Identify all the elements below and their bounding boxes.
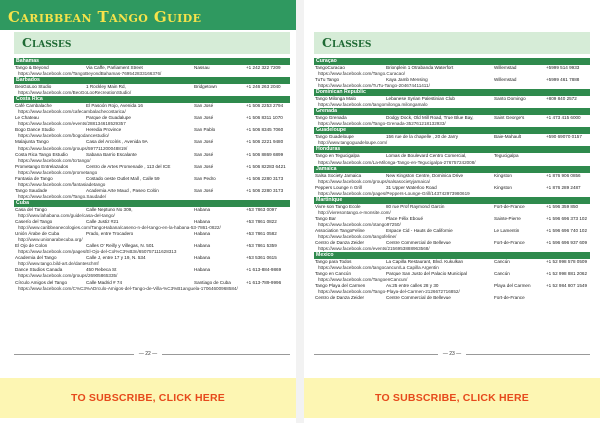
country-header: Honduras <box>314 146 590 153</box>
class-phone: +1 596 696 740 102 <box>546 227 588 233</box>
classes-header <box>14 32 290 54</box>
class-address: 1 Rockley Main Rd, <box>86 84 126 90</box>
page-left <box>0 0 296 423</box>
class-city: Habana <box>194 243 211 249</box>
class-address: Calle J, entre 17 y 19, N. 534 <box>86 255 146 261</box>
classes-header <box>314 32 590 54</box>
footer-rule <box>162 354 290 355</box>
class-name: Tango Guadeloupe <box>315 134 354 140</box>
class-url-link[interactable]: https://www.facebook.com/C%C3%ADrculo-Amigos-del-Tango-de-Villa-%C3%B1anguela-17064600968584/ <box>18 285 238 291</box>
country-header: Mexico <box>314 252 590 259</box>
class-url-link[interactable]: http://www.unionarabecuba.org/ <box>18 237 83 243</box>
class-city: Habana <box>194 219 211 225</box>
class-entry <box>314 259 590 271</box>
class-city: San José <box>194 115 214 121</box>
class-city: Santo Domingo <box>494 96 526 102</box>
class-name: Malajunta Tango <box>15 139 49 145</box>
class-phone: +53 7863 0097 <box>246 206 277 212</box>
class-address: Place Félix Eboué <box>386 215 424 221</box>
class-city: Fort-de-France <box>494 203 525 209</box>
class-city: San José <box>194 187 214 193</box>
class-name: TuTu Tango <box>315 77 340 83</box>
class-city: Sainte-Pierre <box>494 215 521 221</box>
class-entry <box>314 283 590 295</box>
class-entry <box>14 188 290 200</box>
class-name: Costa Rica Tango Estudio <box>15 151 68 157</box>
class-name: Fantasia de Tango <box>15 175 53 181</box>
class-entry <box>314 115 590 127</box>
class-phone: +1 52 998 578 0509 <box>546 259 588 265</box>
class-phone: +1 52 984 807 1549 <box>546 283 588 289</box>
class-city: Nassau <box>194 65 210 70</box>
class-entry <box>314 173 590 185</box>
class-phone: +590 69070 0157 <box>546 134 582 140</box>
class-address: Casa del Arcoíris , Avenida 9A <box>86 139 148 145</box>
class-name: Tango Saudade <box>15 187 48 193</box>
country-header: Dominican Republic <box>314 89 590 96</box>
class-phone: +5999 461 7888 <box>546 77 580 83</box>
class-phone: +1 506 2280 3173 <box>246 187 284 193</box>
class-url-link[interactable]: https://www.facebook.com/Tango.Curacao/ <box>318 71 406 77</box>
class-city: San José <box>194 151 214 157</box>
class-name: BeoGoLoo Studio <box>15 84 52 90</box>
class-phone: +53 7861 5359 <box>246 243 277 249</box>
class-entry <box>314 228 590 240</box>
class-phone: +1 242 322 7209 <box>246 65 281 70</box>
class-city: Kingston <box>494 184 512 190</box>
class-name: Bogo Dance Studio <box>15 127 55 133</box>
class-url-link[interactable]: https://www.facebook.com/Tango-Playa-del-Carmen-2126672716852/ <box>318 289 460 295</box>
country-header: Curaçao <box>314 58 590 65</box>
class-phone: +809 840 2572 <box>546 96 577 102</box>
classes-title: Classes <box>22 35 72 50</box>
class-url-link[interactable]: https://www.facebook.com/events/2156953888963568/ <box>318 246 430 252</box>
class-phone: +1 596 696 937 609 <box>546 240 588 246</box>
subscribe-button[interactable]: TO SUBSCRIBE, CLICK HERE <box>304 378 600 418</box>
class-name: Association TangoFeline <box>315 227 365 233</box>
class-entry <box>14 139 290 151</box>
class-name: Academia del Tango <box>15 255 57 261</box>
class-url-link[interactable]: https://www.facebook.com/pages/Peppers-Lounge-Grill/143742973980619 <box>318 190 470 196</box>
class-entry <box>314 185 590 197</box>
footer-rule <box>14 354 134 355</box>
class-url-link[interactable]: https://www.facebook.com/tangofeline/ <box>318 233 397 239</box>
class-url-link[interactable]: https://www.facebook.com/groups/597711200048819/ <box>18 145 128 151</box>
class-address: Brionplein 1 Otrabanda Waterfort <box>386 65 454 70</box>
guide-title: Caribbean Tango Guide <box>8 8 202 26</box>
class-entry <box>314 295 590 301</box>
class-address: Sabana Barrio Escalante <box>86 151 137 157</box>
class-address: Prado, entre Trocadero <box>86 231 134 237</box>
class-city: Willemstad <box>494 77 517 83</box>
page-right <box>304 0 600 423</box>
class-entry <box>14 152 290 164</box>
country-header: Costa Rica <box>14 96 290 103</box>
class-name: Tango & Beyond <box>15 65 49 70</box>
class-phone: +53 7861 0582 <box>246 231 277 237</box>
class-name: Unión Árabe de Cuba <box>15 231 60 237</box>
class-entry <box>314 216 590 228</box>
class-name: Salsa Society Jamaica <box>315 172 362 178</box>
class-name: TangoCuracao <box>315 65 345 70</box>
class-entry <box>314 65 590 77</box>
subscribe-button[interactable]: TO SUBSCRIBE, CLICK HERE <box>0 378 296 418</box>
class-listing-right <box>314 58 590 301</box>
class-address: Dodgy Dock, Old Mill Road, True Blue Bay, <box>386 115 474 121</box>
class-phone: +1 613-884-9869 <box>246 267 282 273</box>
country-header: Grenada <box>314 108 590 115</box>
class-address: Centre Commercial de Bellevue <box>386 295 451 301</box>
class-entry <box>14 255 290 267</box>
class-entry <box>314 77 590 89</box>
class-city: Playa del Carmen <box>494 283 531 289</box>
class-url-link[interactable]: https://www.facebook.com/tcrtango/ <box>18 157 91 163</box>
class-name: Caserío del Tango <box>15 219 53 225</box>
class-url-link[interactable]: https://www.facebook.com/cafecambalachecostarica/ <box>18 109 126 115</box>
class-address: Calle Neptuno No 309, <box>86 206 133 212</box>
class-url-link[interactable]: https://www.facebook.com/tangocancun/La Capilla Argentin <box>318 265 439 271</box>
class-entry <box>314 240 590 252</box>
class-city: Santiago de Cuba <box>194 279 231 285</box>
class-address: 31 Upper Waterloo Road <box>386 184 437 190</box>
class-entry <box>14 219 290 231</box>
class-url-link[interactable]: https://www.facebook.com/groups/salsasocietyjamaica/ <box>318 178 431 184</box>
class-city: San Pablo <box>194 127 216 133</box>
class-entry <box>14 231 290 243</box>
class-url-link[interactable]: https://www.facebook.com/tangomilonga.milongamalo <box>318 102 428 108</box>
class-phone: +1 876 289 2487 <box>546 184 581 190</box>
country-header: Barbados <box>14 77 290 84</box>
class-city: Cancún <box>494 271 510 277</box>
class-address: Calles O' Reilly y Villegas, N. 501 <box>86 243 154 249</box>
class-listing-left <box>14 58 290 292</box>
class-url-link[interactable]: https://www.facebook.com/bogodancestudio/ <box>18 133 109 139</box>
class-address: Calle Madrid # 74 <box>86 279 123 285</box>
class-entry <box>14 103 290 115</box>
class-address: Calle Justiz #21 <box>86 219 119 225</box>
class-phone: +1 473 415 6000 <box>546 115 581 121</box>
country-header: Martinique <box>314 197 590 204</box>
class-city: San José <box>194 163 214 169</box>
class-city: San José <box>194 139 214 145</box>
class-phone: +1 876 906 0856 <box>546 172 581 178</box>
class-name: Tango Grenada <box>315 115 347 121</box>
class-address: Lomas de Boulevard Centro Comercial, <box>386 153 467 159</box>
class-entry <box>14 84 290 96</box>
class-phone: +1 506 82283 6421 <box>246 163 286 169</box>
class-url-link[interactable]: https://www.facebook.com/events/288134618529357 <box>18 121 126 127</box>
class-entry <box>314 153 590 165</box>
class-address: La Capilla Restaurant, Blvd. Kukulkan <box>386 259 464 265</box>
class-city: Fort-de-France <box>494 295 525 301</box>
class-city: Habana <box>194 206 211 212</box>
class-city: Fort-de-France <box>494 240 525 246</box>
class-address: Espace Cid - Hauts de Californie <box>386 227 453 233</box>
class-address: Parque de Guadalupe <box>86 115 131 121</box>
class-entry <box>14 65 290 77</box>
class-phone: +1 246 263 2040 <box>246 84 281 90</box>
class-entry <box>14 164 290 176</box>
class-address: 450 Rebeca St <box>86 267 117 273</box>
class-phone: +1 506 2280 3173 <box>246 175 284 181</box>
country-header: Bahamas <box>14 58 290 65</box>
class-phone: +1 506 2221 9480 <box>246 139 284 145</box>
class-url-link[interactable]: http://www.caribbeanecologies.com/TangoHabana/caseno-n-del-tango-en-la-habana-53-7861-0822/ <box>18 225 221 231</box>
page-gutter <box>296 0 304 423</box>
class-name: El Ojo de Colon <box>15 243 48 249</box>
class-entry <box>14 267 290 279</box>
class-city: Habana <box>194 267 211 273</box>
class-url-link[interactable]: https://www.facebook.com/TangoenCancun/ <box>318 277 408 283</box>
class-city: San Pedro <box>194 175 216 181</box>
class-phone: +1 506 2253 2794 <box>246 103 284 109</box>
class-name: Tango Playa del Carmen <box>315 283 366 289</box>
class-phone: +53 7861 0822 <box>246 219 277 225</box>
class-entry <box>314 134 590 146</box>
class-url-link[interactable]: http://www.lahabana.com/guide/casa-del-tango/ <box>18 212 115 218</box>
class-name: Dance Studios Canada <box>15 267 63 273</box>
class-address: Kaya Jamb Mensing <box>386 77 428 83</box>
page-number: — 22 — <box>138 351 158 357</box>
class-name: Tango en Tegucigalpa <box>315 153 360 159</box>
class-entry <box>14 127 290 139</box>
class-city: Kingston <box>494 172 512 178</box>
class-phone: +1 52 998 881 2062 <box>546 271 588 277</box>
class-name: Vivre son Tango Ecole <box>315 203 361 209</box>
class-city: Habana <box>194 231 211 237</box>
class-phone: +1 506 8345 7060 <box>246 127 284 133</box>
class-name: Le Chateau <box>15 115 39 121</box>
class-entry <box>14 115 290 127</box>
class-entry <box>14 176 290 188</box>
class-name: Prometango Entrelazados <box>15 163 69 169</box>
class-entry <box>314 204 590 216</box>
class-phone: +1 596 696 373 102 <box>546 215 588 221</box>
class-city: Bridgetown <box>194 84 217 90</box>
class-name: Tango Milonga Malo <box>315 96 357 102</box>
class-address: Centre Commercial de Bellevue <box>386 240 451 246</box>
class-url-link[interactable]: https://www.facebook.com/Tango-Grenada-352761218132933/ <box>318 121 446 127</box>
footer-rule <box>314 354 438 355</box>
class-phone: +1 506 8311 1070 <box>246 115 283 121</box>
class-url-link[interactable]: http://www.tangoguadeloupe.com/ <box>318 140 388 146</box>
class-phone: +1 506 8869 6899 <box>246 151 284 157</box>
footer-rule <box>466 354 590 355</box>
class-name: Tango para Todos <box>315 259 352 265</box>
class-city: Willemstad <box>494 65 517 70</box>
class-url-link[interactable]: https://www.facebook.com/TuTu-Tango-204674411411/ <box>318 83 430 89</box>
class-entry <box>14 280 290 292</box>
class-name: Casa del Tango <box>15 206 47 212</box>
class-address: Via Caffe, Parliament Street <box>86 65 143 70</box>
class-name: Tango en Cancún <box>315 271 352 277</box>
classes-title: Classes <box>322 35 372 50</box>
class-url-link[interactable]: https://www.facebook.com/fantasiadetango <box>18 181 106 187</box>
class-entry <box>14 207 290 219</box>
class-address: Parque San Justo del Palacio Municipal <box>386 271 467 277</box>
class-entry <box>314 96 590 108</box>
class-url-link[interactable]: https://www.facebook.com/Tango.Saudade/ <box>18 193 107 199</box>
class-entry <box>14 243 290 255</box>
class-address: Academia Arte Maud , Paseo Colón <box>86 187 159 193</box>
class-address: Heredia Province <box>86 127 122 133</box>
class-city: Habana <box>194 255 211 261</box>
class-city: Tegucigalpa <box>494 153 519 159</box>
class-address: Centro de Artes Promenade , 113 del ICE <box>86 163 171 169</box>
class-city: Cancún <box>494 259 510 265</box>
class-name: Peppers Lounge n Grill <box>315 184 362 190</box>
class-address: New Kingston Centre, Dominica Drive <box>386 172 464 178</box>
top-margin <box>304 0 600 30</box>
country-header: Cuba <box>14 200 290 207</box>
class-url-link[interactable]: http://www.tango.bild-art.de/danteschmf <box>18 261 99 267</box>
country-header: Guadeloupe <box>314 127 590 134</box>
class-address: Av.25 entre calles 28 y 30 <box>386 283 439 289</box>
class-name: Café Cambalache <box>15 103 52 109</box>
class-city: Baie-Mahault <box>494 134 522 140</box>
page-number: — 23 — <box>442 351 462 357</box>
class-phone: +53 5361 0615 <box>246 255 277 261</box>
guide-header-band <box>0 0 296 30</box>
class-url-link[interactable]: https://www.facebook.com/otango97250/ <box>318 221 401 227</box>
class-name: Tango Bar <box>315 215 336 221</box>
class-url-link[interactable]: https://www.facebook.com/La-Milonga-Tango-en-Tegucigalpa-276757242008/ <box>318 159 476 165</box>
class-city: San José <box>194 103 214 109</box>
class-name: Centro de Danza Zeider <box>315 295 365 301</box>
class-address: Costado oeste Outlet Mall , Calle 59 <box>86 175 160 181</box>
class-phone: +5999 514 9933 <box>546 65 580 70</box>
country-header: Jamaica <box>314 166 590 173</box>
class-phone: +1 596 359 850 <box>546 203 579 209</box>
class-phone: +1 613-789-9996 <box>246 279 282 285</box>
class-url-link[interactable]: http://vivresontango.e-monsite.com/ <box>318 209 391 215</box>
class-url-link[interactable]: https://www.facebook.com/prometango <box>18 169 98 175</box>
class-url-link[interactable]: https://www.facebook.com/TangoBeyondBahamas-769542833166376/ <box>18 71 162 77</box>
class-city: Saint George's <box>494 115 525 121</box>
class-url-link[interactable]: https://www.facebook.com/groups/26905865335/ <box>18 273 118 279</box>
class-url-link[interactable]: https://www.facebook.com/pages/El-Ojo-del-Col%C3%B3n/650757111628313 <box>18 249 177 255</box>
class-address: Lebanese Syrian Palestinian Club <box>386 96 455 102</box>
class-entry <box>314 271 590 283</box>
class-name: Centro de Danza Zeider <box>315 240 365 246</box>
class-url-link[interactable]: https://www.facebook.com/BeoGoLooRecreationStudio/ <box>18 90 132 96</box>
class-address: El Pasoón Rojo, Avenida 16 <box>86 103 143 109</box>
class-city: Le Lamentin <box>494 227 520 233</box>
class-address: 156 rue de la chapelle , 20 de Jarry <box>386 134 459 140</box>
class-name: Círculo Amigos del Tango <box>15 279 68 285</box>
class-address: 80 rue Prof Raymond Garcin <box>386 203 445 209</box>
